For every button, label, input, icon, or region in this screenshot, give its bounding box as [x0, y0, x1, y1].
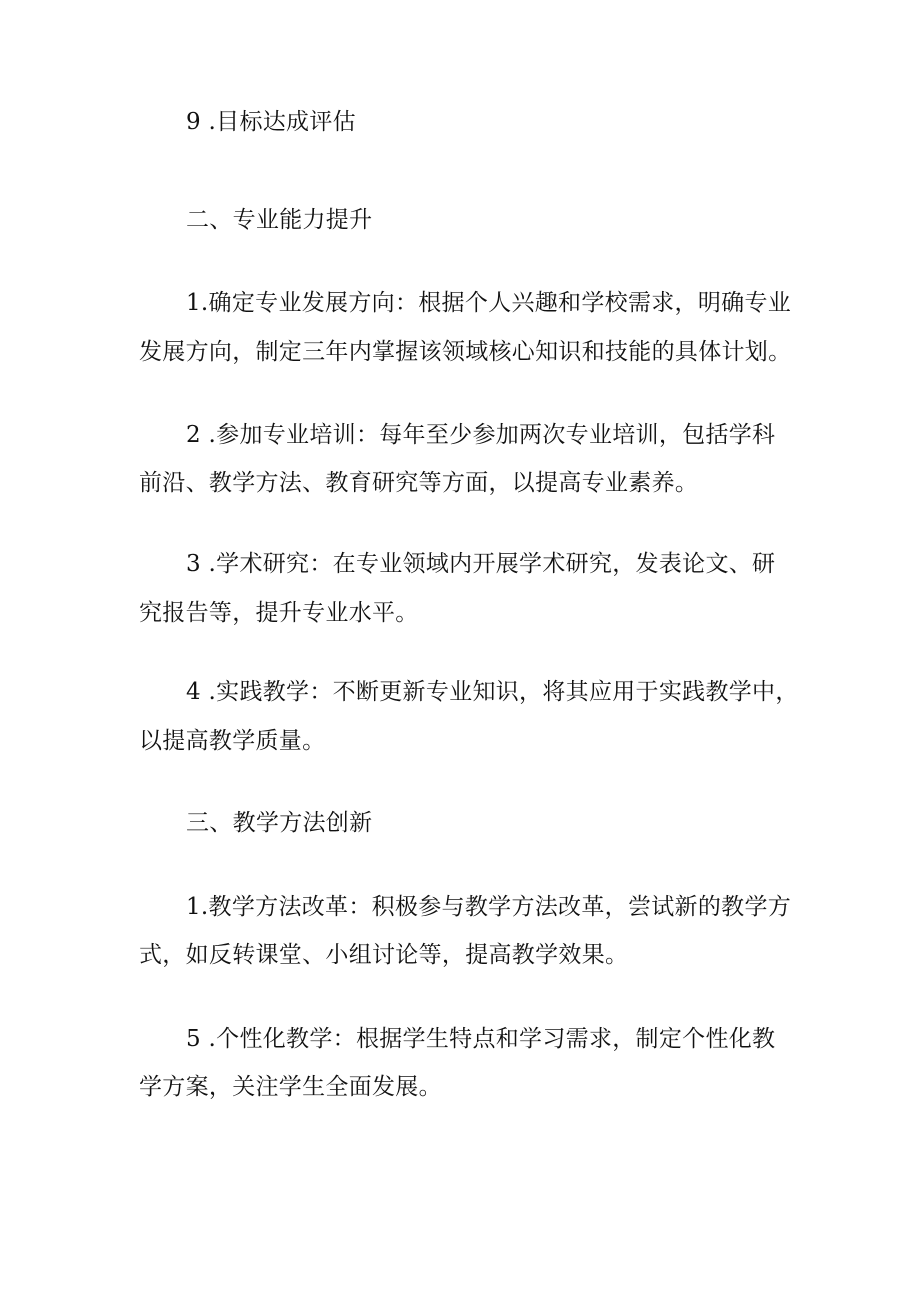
paragraph-line: 式，如反转课堂、小组讨论等，提高教学效果。: [139, 942, 629, 968]
paragraph-line: 究报告等，提升专业水平。: [139, 600, 419, 626]
paragraph-line: 前沿、教学方法、教育研究等方面，以提高专业素养。: [139, 470, 699, 496]
paragraph-line: 学方案，关注学生全面发展。: [139, 1074, 442, 1100]
paragraph-line: 以提高教学质量。: [139, 728, 326, 754]
paragraph-line: 发展方向，制定三年内掌握该领域核心知识和技能的具体计划。: [139, 339, 792, 365]
paragraph-line: 4 .实践教学：不断更新专业知识，将其应用于实践教学中，: [186, 679, 799, 705]
paragraph-line: 3 .学术研究：在专业领域内开展学术研究，发表论文、研: [186, 551, 776, 577]
section-title-teaching-innovation: 三、教学方法创新: [186, 810, 373, 836]
paragraph-line: 5 .个性化教学：根据学生特点和学习需求，制定个性化教: [186, 1026, 776, 1052]
paragraph-line: 1.确定专业发展方向：根据个人兴趣和学校需求，明确专业: [186, 290, 792, 316]
section-title-professional-ability: 二、专业能力提升: [186, 207, 373, 233]
paragraph-line: 2 .参加专业培训：每年至少参加两次专业培训，包括学科: [186, 422, 776, 448]
heading-target-evaluation: 9 .目标达成评估: [186, 109, 356, 135]
paragraph-line: 1.教学方法改革：积极参与教学方法改革，尝试新的教学方: [186, 894, 792, 920]
